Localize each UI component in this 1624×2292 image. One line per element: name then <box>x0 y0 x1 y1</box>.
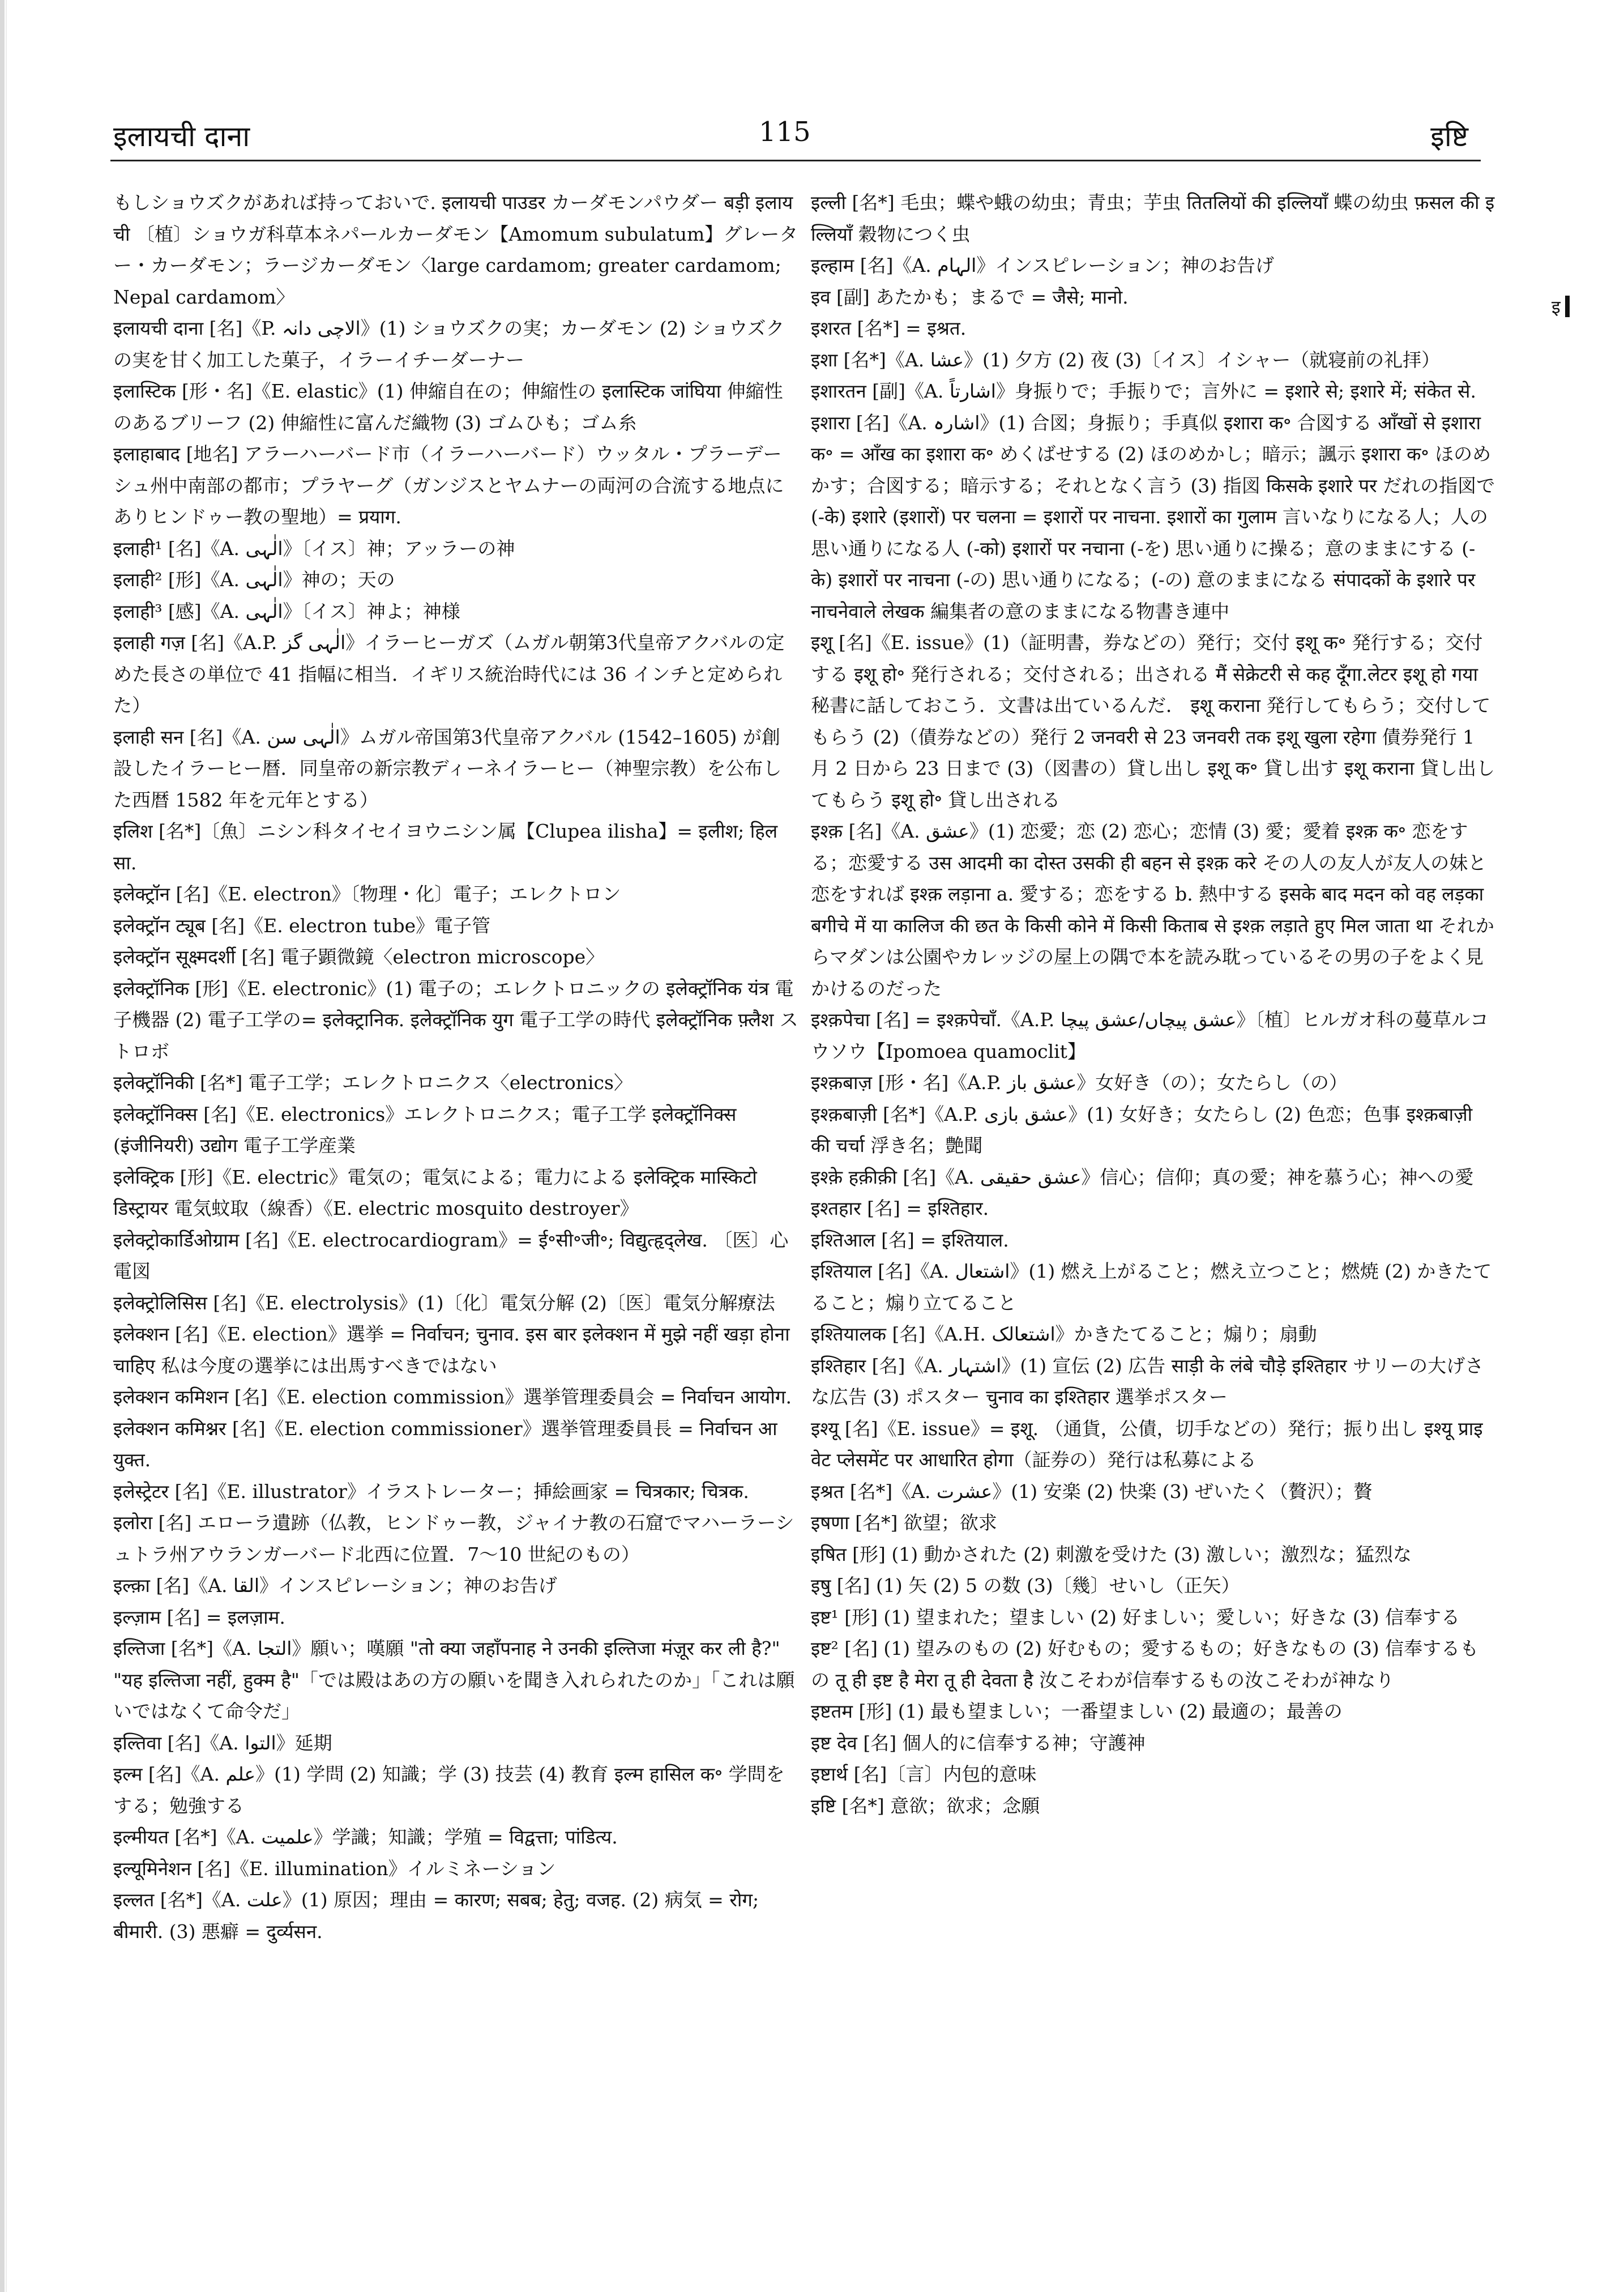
dictionary-entry: इष्ट¹ [形] (1) 望まれた；望ましい (2) 好ましい；愛しい；好きな (3) 信奉する <box>811 1606 1460 1628</box>
dictionary-entry: इश्क़पेचा [名] = इश्क़पेचाँ.《A.P. عشق پیچاں/عشق پیچا》〔植〕ヒルガオ科の蔓草ルコウソウ【Ipomoea quamoclit】 <box>811 1009 1489 1062</box>
dictionary-entry: इलास्टिक [形・名]《E. elastic》(1) 伸縮自在の；伸縮性の इलास्टिक जांघिया 伸縮性のあるブリーフ (2) 伸縮性に富んだ織物 (3) ゴムひも；ゴム糸 <box>113 380 783 434</box>
dictionary-entry: इलाही³ [感]《A. الٰہی》〔イス〕神よ；神様 <box>113 600 460 622</box>
dictionary-entry: इश्क़े हक़ीक़ी [名]《A. عشق حقیقی》信心；信仰；真の愛；神を慕う心；神への愛 <box>811 1166 1474 1188</box>
running-head-right: इष्टि <box>1430 120 1468 153</box>
dictionary-entry: इलिश [名*]〔魚〕ニシン科タイセイヨウニシン属【Clupea ilisha】= इलीश; हिलसा. <box>113 820 778 874</box>
dictionary-entry: इशा [名*]《A. عشا》(1) 夕方 (2) 夜 (3)〔イス〕イシャー（就寝前の礼拝） <box>811 348 1441 371</box>
running-head-left: इलायची दाना <box>113 120 250 153</box>
dictionary-entry: इलेस्ट्रेटर [名]《E. illustrator》イラストレーター；挿絵画家 = चित्रकार; चित्रक. <box>113 1480 749 1503</box>
dictionary-entry: इलेक्ट्रॉन ट्यूब [名]《E. electron tube》電子管 <box>113 914 491 937</box>
dictionary-entry: इशरत [名*] = इश्रत. <box>811 317 967 339</box>
page-number: 115 <box>759 116 811 148</box>
dictionary-entry: इलायची दाना [名]《P. الاچی دانہ》(1) ショウズクの実；カーダモン (2) ショウズクの実を甘く加工した菓子，イラーイチーダーナー <box>113 317 785 371</box>
dictionary-entry: इलाही सन [名]《A. الٰہی سن》ムガル帝国第3代皇帝アクバル (1542–1605) が創設したイラーヒー暦．同皇帝の新宗教ディーネイラーヒー（神聖宗教）を公布した西暦 1582 年を元年とする） <box>113 725 782 811</box>
dictionary-entry: इश्क़बाज़ [形・名]《A.P. عشق باز》女好き（の）；女たらし（の） <box>811 1072 1348 1094</box>
thumb-index-marker <box>1565 296 1570 317</box>
dictionary-entry: इश्तियालक [名]《A.H. اشتعالک》かきたてること；煽り；扇動 <box>811 1323 1317 1345</box>
dictionary-entry: इल्तिजा [名*]《A. التجا》願い；嘆願 "तो क्या जहाँपनाह ने उनकी इल्तिजा मंज़ूर कर ली है?" "यह इल्तिजा नहीं, हुक्म है"「では殿はあの方の願いを聞き入れられたのか」「これは願いではなくて命令だ」 <box>113 1637 795 1722</box>
dictionary-entry: इश्तिआल [名] = इश्तियाल. <box>811 1228 1009 1251</box>
dictionary-entry: इलेक्ट्रोलिसिस [名]《E. electrolysis》(1)〔化〕電気分解 (2)〔医〕電気分解療法 <box>113 1291 775 1314</box>
dictionary-entry: इष्ट² [名] (1) 望みのもの (2) 好むもの；愛するもの；好きなもの (3) 信奉するもの तू ही इष्ट है मेरा तू ही देवता है 汝こそわが信奉するもの汝こそわが神なり <box>811 1637 1479 1691</box>
dictionary-entry: इल्क़ा [名]《A. القا》インスピレーション；神のお告げ <box>113 1574 557 1597</box>
dictionary-entry: इश्तिहार [名]《A. اشتہار》(1) 宣伝 (2) 広告 साड़ी के लंबे चौड़े इश्तिहार サリーの大げさな広告 (3) ポスター चुनाव का इश्तिहार 選挙ポスター <box>811 1354 1484 1408</box>
dictionary-entry: इष्टतम [形] (1) 最も望ましい；一番望ましい (2) 最適の；最善の <box>811 1700 1343 1722</box>
dictionary-entry: इलेक्ट्रॉन [名]《E. electron》〔物理・化〕電子；エレクトロン <box>113 883 621 905</box>
dictionary-entry: इल्लत [名*]《A. علت》(1) 原因；理由 = कारण; सबब; हेतु; वजह. (2) 病気 = रोग; बीमारी. (3) 悪癖 = दुर्व्यसन. <box>113 1889 759 1943</box>
dictionary-entry: इश्तहार [名] = इश्तिहार. <box>811 1197 989 1219</box>
thumb-index <box>1552 293 1570 319</box>
dictionary-entry: इष्टार्थ [名]〔言〕内包的意味 <box>811 1763 1037 1785</box>
dictionary-entry: इल्तिवा [名]《A. التوا》延期 <box>113 1731 332 1754</box>
dictionary-entry: इल्ली [名*] 毛虫；蝶や蛾の幼虫；青虫；芋虫 तितलियों की इल्लियाँ 蝶の幼虫 फ़सल की इल्लियाँ 穀物につく虫 <box>811 191 1495 245</box>
dictionary-entry: इश्क़बाज़ी [名*]《A.P. عشق بازی》(1) 女好き；女たらし (2) 色恋；色事 इश्क़बाज़ी की चर्चा 浮き名；艶聞 <box>811 1103 1473 1156</box>
dictionary-entry: इलाही¹ [名]《A. الٰہی》〔イス〕神；アッラーの神 <box>113 537 515 560</box>
dictionary-entry: इशारतन [副]《A. اشارتاً》身振りで；手振りで；言外に = इशारे से; इशारे में; संकेत से. <box>811 380 1476 402</box>
dictionary-entry: इल्मीयत [名*]《A. علمیت》学識；知識；学殖 = विद्वत्ता; पांडित्य. <box>113 1826 618 1848</box>
dictionary-entry: इलेक्ट्रिक [形]《E. electric》電気の；電気による；電力による इलेक्ट्रिक मास्किटो डिस्ट्रायर 電気蚊取（線香）《E. electric mosquito destroyer》 <box>113 1166 757 1219</box>
dictionary-entry: इलेक्ट्रॉनिकी [名*] 電子工学；エレクトロニクス〈electronics〉 <box>113 1072 632 1094</box>
dictionary-entry: इलाहाबाद [地名] アラーハーバード市（イラーハーバード）ウッタル・プラーデーシュ州中南部の都市；プラヤーグ（ガンジスとヤムナーの両河の合流する地点にありヒンドゥー教の聖地）= प्रयाग. <box>113 443 784 528</box>
dictionary-entry: इलेक्शन [名]《E. election》選挙 = निर्वाचन; चुनाव. इस बार इलेक्शन में मुझे नहीं खड़ा होना चाहिए 私は今度の選挙には出馬すべきではない <box>113 1323 790 1377</box>
dictionary-entry: इलाही² [形]《A. الٰہی》神の；天の <box>113 569 395 591</box>
header-rule <box>110 160 1481 161</box>
dictionary-entry: इषित [形] (1) 動かされた (2) 刺激を受けた (3) 激しい；激烈な；猛烈な <box>811 1543 1412 1565</box>
dictionary-entry: इव [副] あたかも；まるで = जैसे; मानो. <box>811 285 1129 308</box>
dictionary-entry: इश्यू [名]《E. issue》= इशू. （通貨，公債，切手などの）発行；振り出し इश्यू प्राइवेट प्लेसमेंट पर आधारित होगा（証券の）発行は私募による <box>811 1417 1483 1471</box>
dictionary-entry: もしショウズクがあれば持っておいで. इलायची पाउडर カーダモンパウダー बड़ी इलायची 〔植〕ショウガ科草本ネパールカーダモン【Amomum subulatum】グレーター・カーダモン；ラージカーダモン〈large cardamom; greater cardamom; Nepal cardamom〉 <box>113 191 798 308</box>
dictionary-entry: इष्ट देव [名] 個人的に信奉する神；守護神 <box>811 1731 1146 1754</box>
dictionary-entry: इशारा [名]《A. اشارہ》(1) 合図；身振り；手真似 इशारा क॰ 合図する आँखों से इशारा क॰ = आँख का इशारा क॰ めくばせする (2) ほのめかし；暗示；諷示 इशारा क॰ ほのめかす；合図する；暗示する；それとなく言う (3) 指図 किसके इशारे पर だれの指図で (-के) इशारे (इशारों) पर चलना = इशारों पर नाचना. इशारों का गुलाम 言いなりになる人；人の思い通りになる人 (-को) इशारों पर नचाना (-を) 思い通りに操る；意のままにする (-के) इशारों पर नाचना (-の) 思い通りになる；(-の) 意のままになる संपादकों के इशारे पर नाचनेवाले लेखक 編集者の意のままになる物書き連中 <box>811 411 1495 622</box>
dictionary-entry: इलेक्ट्रॉनिक [形]《E. electronic》(1) 電子の；エレクトロニックの इलेक्ट्रॉनिक यंत्र 電子機器 (2) 電子工学の= इलेक्ट्रानिक. इलेक्ट्रॉनिक युग 電子工学の時代 इलेक्ट्रॉनिक फ़्लैश ストロボ <box>113 977 798 1062</box>
dictionary-entry: इलेक्शन कमिश्नर [名]《E. election commissioner》選挙管理委員長 = निर्वाचन आयुक्त. <box>113 1417 777 1471</box>
dictionary-entry: इल्हाम [名]《A. الہام》インスピレーション；神のお告げ <box>811 254 1275 276</box>
dictionary-entry: इषु [名] (1) 矢 (2) 5 の数 (3)〔幾〕せいし（正矢） <box>811 1574 1240 1597</box>
scan-edge <box>0 0 5 2292</box>
dictionary-entry: इलोरा [名] エローラ遺跡（仏教，ヒンドゥー教，ジャイナ教の石窟でマハーラーシュトラ州アウランガーバード北西に位置．7〜10 世紀のもの） <box>113 1512 794 1565</box>
dictionary-entry: इलेक्ट्रोकार्डिओग्राम [名]《E. electrocardiogram》= ई॰सी॰जी॰; विद्युत्हृद्लेख. 〔医〕心電図 <box>113 1228 789 1282</box>
dictionary-entry: इलेक्शन कमिशन [名]《E. election commission》選挙管理委員会 = निर्वाचन आयोग. <box>113 1386 792 1408</box>
dictionary-entry: इश्तियाल [名]《A. اشتعال》(1) 燃え上がること；燃え立つこと；燃焼 (2) かきたてること；煽り立てること <box>811 1260 1492 1314</box>
dictionary-entry: इलाही गज़ [名]《A.P. الٰہی گز》イラーヒーガズ（ムガル朝第3代皇帝アクバルの定めた長さの単位で 41 指幅に相当．イギリス統治時代には 36 インチと定められた） <box>113 631 785 716</box>
dictionary-entry: इश्क़ [名]《A. عشق》(1) 恋愛；恋 (2) 恋心；恋情 (3) 愛；愛着 इश्क़ क॰ 恋をする；恋愛する उस आदमी का दोस्त उसकी ही बहन से इश्क़ करे その人の友人が友人の妹と恋をすれば इश्क़ लड़ाना a. 愛する；恋をする b. 熱中する इसके बाद मदन को वह लड़का बगीचे में या कालिज की छत के किसी कोने में किसी किताब से इश्क़ लड़ाते हुए मिल जाता था それからマダンは公園やカレッジの屋上の隅で本を読み耽っているその男の子をよく見かけるのだった <box>811 820 1494 1000</box>
dictionary-entry: इल्ज़ाम [名] = इलज़ाम. <box>113 1606 285 1628</box>
dictionary-entry: इल्म [名]《A. علم》(1) 学問 (2) 知識；学 (3) 技芸 (4) 教育 इल्म हासिल क॰ 学問をする；勉強する <box>113 1763 785 1817</box>
dictionary-entry: इशू [名]《E. issue》(1)（証明書，券などの）発行；交付 इशू क॰ 発行する；交付する इशू हो॰ 発行される；交付される；出される मैं सेक्रेटरी से कह दूँगा.लेटर इशू हो गया 秘書に話しておこう．文書は出ているんだ． इशू कराना 発行してもらう；交付してもらう (2)（債券などの）発行 2 जनवरी से 23 जनवरी तक इशू खुला रहेगा 債券発行 1 月 2 日から 23 日まで (3)（図書の）貸し出し इशू क॰ 貸し出す इशू कराना 貸し出してもらう इशू हो॰ 貸し出される <box>811 631 1495 811</box>
right-column <box>811 187 1496 1821</box>
dictionary-entry: इलेक्ट्रॉन सूक्ष्मदर्शी [名] 電子顕微鏡〈electron microscope〉 <box>113 946 605 968</box>
scan-edge-line <box>6 0 7 2292</box>
dictionary-entry: इश्रत [名*]《A. عشرت》(1) 安楽 (2) 快楽 (3) ぜいたく（贅沢）；贅 <box>811 1480 1373 1503</box>
left-column <box>113 187 798 1947</box>
dictionary-entry: इषणा [名*] 欲望；欲求 <box>811 1512 997 1534</box>
dictionary-entry: इलेक्ट्रॉनिक्स [名]《E. electronics》エレクトロニクス；電子工学 इलेक्ट्रॉनिक्स (इंजीनियरी) उद्योग 電子工学産業 <box>113 1103 737 1156</box>
dictionary-entry: इष्टि [名*] 意欲；欲求；念願 <box>811 1794 1040 1817</box>
dictionary-entry: इल्यूमिनेशन [名]《E. illumination》イルミネーション <box>113 1857 556 1880</box>
thumb-index-letter: इ <box>1552 296 1561 318</box>
